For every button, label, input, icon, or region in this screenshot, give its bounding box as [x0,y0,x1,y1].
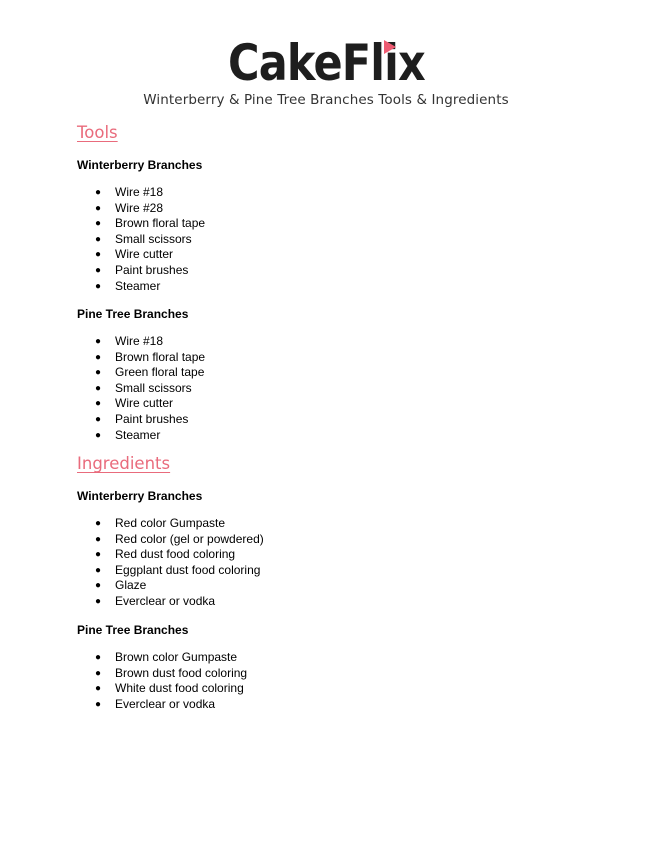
list-tools-winterberry [0,185,205,294]
list-item-text: Brown color Gumpaste [115,650,238,664]
list-item [0,516,264,532]
bullet-icon: ● [95,652,102,663]
list-item-text: Steamer [115,427,161,442]
list-item [0,666,247,682]
list-item [0,412,205,428]
list-item [0,232,205,248]
list-item-text: Wire cutter [115,247,174,262]
list-item-text: Everclear or vodka [115,593,216,608]
group-heading-ingredients-pine: Pine Tree Branches [77,623,189,637]
list-item-text: Everclear or vodka [115,696,216,711]
bullet-icon: ● [95,382,102,394]
list-item-text: Brown floral tape [115,216,206,231]
list-item-text: Paint brushes [115,411,189,426]
list-item-text: Red color Gumpaste [115,516,226,530]
bullet-icon: ● [95,398,102,410]
bullet-icon: ● [95,218,102,230]
bullet-icon: ● [95,351,102,363]
list-item [0,350,205,366]
group-heading-tools-winterberry: Winterberry Branches [77,158,203,172]
bullet-icon: ● [95,187,102,198]
play-triangle-icon [384,40,396,54]
list-item-text: Eggplant dust food coloring [115,562,261,577]
bullet-icon: ● [95,580,102,592]
list-item-text: Glaze [115,578,147,593]
list-item [0,594,264,610]
list-ingredients-pine [0,650,247,712]
list-item [0,381,205,397]
logo-text: CakeFlix [227,34,425,92]
list-item [0,650,247,666]
list-ingredients-winterberry [0,516,264,610]
list-item-text: Small scissors [115,380,192,395]
list-item-text: Wire #18 [115,334,164,348]
bullet-icon: ● [95,533,102,545]
list-item [0,697,247,713]
list-item-text: Green floral tape [115,365,205,380]
bullet-icon: ● [95,683,102,695]
bullet-icon: ● [95,336,102,347]
section-title-ingredients: Ingredients [77,454,171,473]
list-item [0,547,264,563]
list-item [0,578,264,594]
logo [0,36,652,90]
list-item [0,532,264,548]
bullet-icon: ● [95,549,102,561]
list-item [0,216,205,232]
list-item-text: Brown dust food coloring [115,665,248,680]
list-item-text: Wire #28 [115,200,164,215]
bullet-icon: ● [95,264,102,276]
list-item [0,563,264,579]
bullet-icon: ● [95,413,102,425]
section-title-tools: Tools [77,123,118,142]
list-item [0,247,205,263]
list-item-text: Wire cutter [115,396,174,411]
bullet-icon: ● [95,202,102,214]
list-item-text: Paint brushes [115,262,189,277]
list-tools-pine [0,334,205,443]
bullet-icon: ● [95,698,102,710]
list-item [0,185,205,201]
list-item [0,334,205,350]
bullet-icon: ● [95,429,102,441]
list-item [0,365,205,381]
list-item-text: Red color (gel or powdered) [115,531,264,546]
list-item-text: Steamer [115,278,161,293]
list-item-text: Wire #18 [115,185,164,199]
bullet-icon: ● [95,667,102,679]
list-item [0,428,205,444]
list-item [0,681,247,697]
group-heading-tools-pine: Pine Tree Branches [77,307,189,321]
list-item [0,201,205,217]
list-item-text: Red dust food coloring [115,547,236,562]
bullet-icon: ● [95,249,102,261]
group-heading-ingredients-winterberry: Winterberry Branches [77,489,203,503]
bullet-icon: ● [95,564,102,576]
bullet-icon: ● [95,595,102,607]
list-item [0,396,205,412]
bullet-icon: ● [95,518,102,529]
list-item-text: White dust food coloring [115,681,244,696]
list-item [0,263,205,279]
list-item-text: Brown floral tape [115,349,206,364]
document-subtitle: Winterberry & Pine Tree Branches Tools & Ingredients [143,92,509,108]
bullet-icon: ● [95,280,102,292]
list-item [0,279,205,295]
bullet-icon: ● [95,367,102,379]
bullet-icon: ● [95,233,102,245]
list-item-text: Small scissors [115,231,192,246]
